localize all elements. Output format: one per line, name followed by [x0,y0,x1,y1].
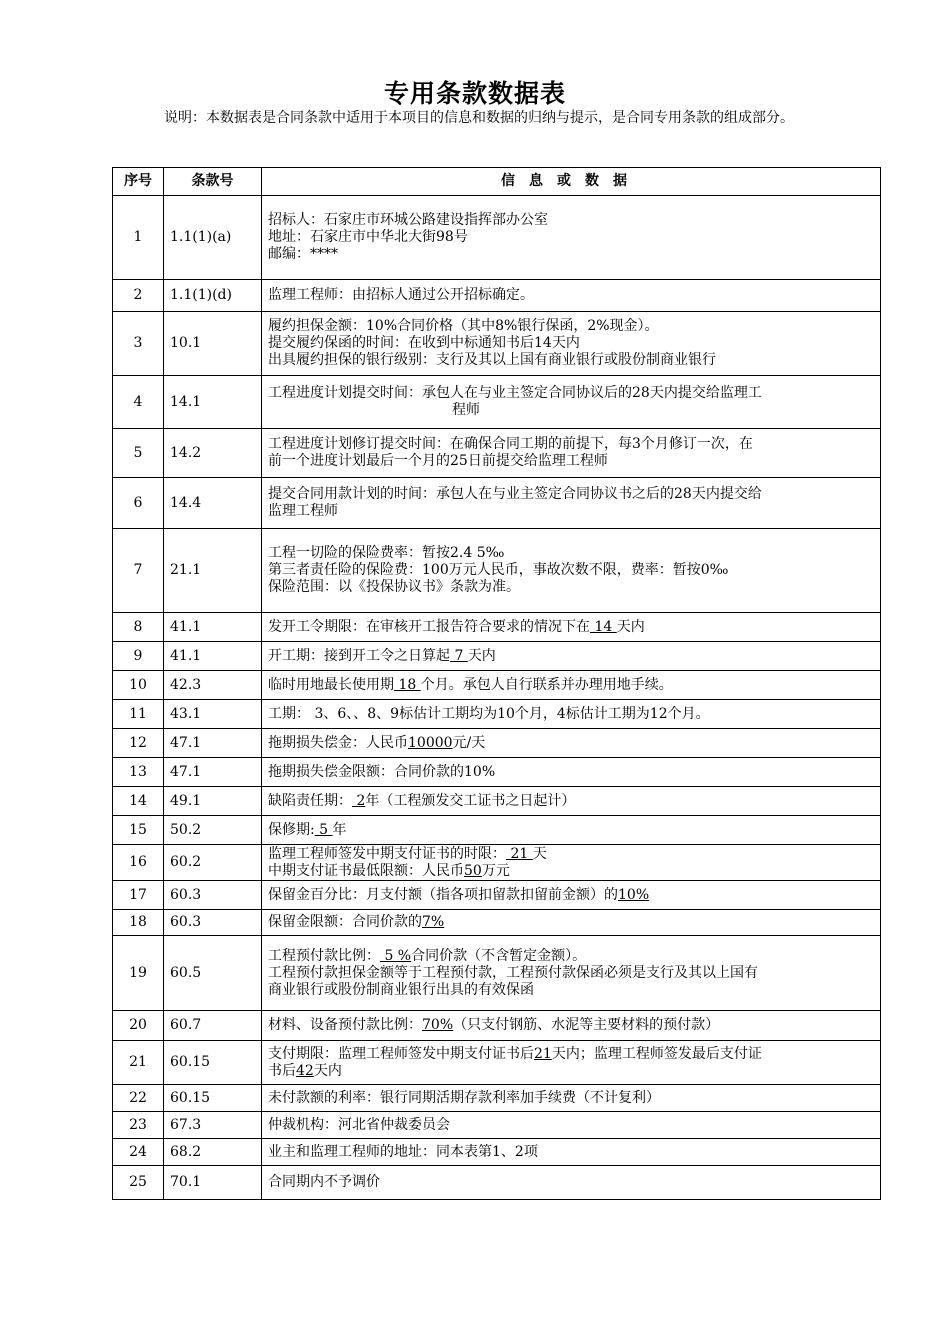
table-row [113,613,881,642]
table-row [113,881,881,910]
info-line [268,436,874,453]
row-number: 8 [113,613,164,642]
row-number: 21 [113,1041,164,1085]
info-text: 材料、设备预付款比例： [268,1017,422,1033]
info-text: 天内 [616,618,645,635]
table-row [113,312,881,376]
info-text: 第三者责任险的保险费：100万元人民币，事故次数不限，费率：暂按0‰ [268,562,729,578]
info-text: 工程预付款比例： [268,947,380,964]
info-line [268,579,874,596]
info-cell [262,758,881,787]
info-cell [262,1085,881,1112]
row-number: 7 [113,529,164,613]
filled-value: 10000 [408,734,453,751]
info-cell [262,729,881,758]
table-body [113,196,881,1200]
info-text: 天内；监理工程师签发最后支付证 [551,1045,762,1062]
info-text: 年（工程颁发交工证书之日起计） [365,792,576,809]
table-row [113,1112,881,1139]
info-text: 工期： 3、6、、8、9标估计工期均为10个月，4标估计工期为12个月。 [268,705,710,722]
table-row [113,1011,881,1041]
info-text: 发开工令期限：在审核开工报告符合要求的情况下在 [268,618,590,635]
row-number: 13 [113,758,164,787]
info-line [268,735,874,752]
row-number: 17 [113,881,164,910]
info-text: 拖期损失偿金：人民币 [268,734,408,751]
clause-number: 1.1(1)(a) [164,196,262,280]
filled-value: 42 [296,1062,314,1079]
info-line [268,648,874,665]
info-text: 招标人：石家庄市环城公路建设指挥部办公室 [268,212,548,228]
info-line [268,402,874,419]
info-text: 程师 [452,402,480,418]
filled-value: 14 [590,618,617,635]
info-cell [262,816,881,845]
info-line [268,982,874,999]
info-cell [262,787,881,816]
filled-value: 21 [534,1045,552,1062]
info-text: 工程一切险的保险费率：暂按2.4 5‰ [268,545,505,561]
info-text: 履约担保金额：10%合同价格（其中8%银行保函，2%现金）。 [268,318,659,334]
clause-number: 41.1 [164,642,262,671]
row-number: 12 [113,729,164,758]
info-cell [262,280,881,312]
row-number: 25 [113,1166,164,1200]
info-cell [262,1112,881,1139]
info-text: 出具履约担保的银行级别：支行及其以上国有商业银行或股份制商业银行 [268,352,716,368]
info-text: 仲裁机构：河北省仲裁委员会 [268,1116,450,1133]
table-row [113,700,881,729]
info-text: 提交履约保函的时间：在收到中标通知书后14天内 [268,335,580,351]
info-line [268,764,874,781]
info-text: 合同期内不予调价 [268,1174,380,1190]
table-row [113,1041,881,1085]
clause-number: 70.1 [164,1166,262,1200]
info-text: 开工期：接到开工令之日算起 [268,647,450,664]
info-text: 支付期限：监理工程师签发中期支付证书后 [268,1045,534,1062]
table-row [113,1085,881,1112]
table-row [113,845,881,881]
info-line [268,1090,874,1107]
table-row [113,429,881,478]
info-text: 监理工程师签发中期支付证书的时限： [268,845,506,862]
clause-number: 14.2 [164,429,262,478]
info-text: 缺陷责任期： [268,792,352,809]
row-number: 11 [113,700,164,729]
table-row [113,1139,881,1166]
info-line [268,793,874,810]
info-text: 工程进度计划提交时间：承包人在与业主签定合同协议后的28天内提交给监理工 [268,385,762,401]
info-cell [262,376,881,429]
info-line [268,287,874,304]
info-text: 保险范围：以《投保协议书》条款为准。 [268,579,520,595]
info-cell [262,910,881,936]
info-cell [262,700,881,729]
info-line [268,706,874,723]
info-line [268,212,874,229]
info-line [268,503,874,520]
info-cell [262,1011,881,1041]
info-line [268,1063,874,1080]
info-text: 地址：石家庄市中华北大街98号 [268,229,468,245]
clause-number: 49.1 [164,787,262,816]
clause-number: 60.5 [164,936,262,1011]
info-line [268,1017,874,1034]
table-row [113,642,881,671]
header-no: 序号 [113,168,164,196]
clause-number: 47.1 [164,758,262,787]
row-number: 14 [113,787,164,816]
info-cell [262,429,881,478]
clause-number: 47.1 [164,729,262,758]
info-text: 保留金百分比：月支付额（指各项扣留款扣留前金额）的 [268,886,618,903]
info-text: 合同价款（不含暂定金额）。 [411,947,587,964]
info-text: 万元 [481,862,510,879]
filled-value: 5 % [380,947,412,964]
clause-number: 14.1 [164,376,262,429]
table-row [113,529,881,613]
info-line [268,352,874,369]
info-line [268,1144,874,1161]
info-line [268,619,874,636]
info-line [268,486,874,503]
info-cell [262,936,881,1011]
info-text: （只支付钢筋、水泥等主要材料的预付款） [453,1017,720,1033]
info-text: 天 [532,845,547,862]
info-line [268,318,874,335]
filled-value: 18 [394,676,421,693]
clause-number: 10.1 [164,312,262,376]
info-text: 商业银行或股份制商业银行出具的有效保函 [268,981,534,998]
row-number: 5 [113,429,164,478]
info-cell [262,529,881,613]
info-line [268,1046,874,1063]
info-text: 保修期: [268,821,315,838]
info-text: 年 [332,821,347,838]
info-cell [262,845,881,881]
row-number: 24 [113,1139,164,1166]
clause-number: 60.15 [164,1085,262,1112]
info-cell [262,881,881,910]
info-cell [262,1041,881,1085]
info-text: 工程预付款担保金额等于工程预付款，工程预付款保函必须是支行及其以上国有 [268,964,758,981]
row-number: 16 [113,845,164,881]
info-line [268,385,874,402]
row-number: 3 [113,312,164,376]
info-text: 个月。承包人自行联系并办理用地手续。 [420,676,673,693]
info-text: 监理工程师 [268,503,338,519]
info-cell [262,478,881,529]
table-row [113,910,881,936]
info-cell [262,642,881,671]
clause-number: 60.15 [164,1041,262,1085]
table-row [113,758,881,787]
table-row [113,729,881,758]
page-title: 专用条款数据表 [383,79,566,108]
clause-number: 41.1 [164,613,262,642]
info-text: 业主和监理工程师的地址：同本表第1、2项 [268,1143,538,1160]
info-cell [262,613,881,642]
info-line [268,846,874,863]
info-text: 书后 [268,1062,296,1079]
filled-value: 70% [422,1017,454,1033]
info-line [268,246,874,263]
info-text: 监理工程师：由招标人通过公开招标确定。 [268,287,534,303]
clause-number: 60.2 [164,845,262,881]
info-text: 元/天 [452,734,486,751]
info-text: 中期支付证书最低限额：人民币 [268,862,464,879]
info-text: 提交合同用款计划的时间：承包人在与业主签定合同协议书之后的28天内提交给 [268,486,762,502]
info-line [268,229,874,246]
row-number: 15 [113,816,164,845]
info-text: 前一个进度计划最后一个月的25日前提交给监理工程师 [268,453,608,469]
row-number: 18 [113,910,164,936]
clause-number: 14.4 [164,478,262,529]
table-row [113,816,881,845]
table-row [113,376,881,429]
clause-number: 67.3 [164,1112,262,1139]
info-text: 天内 [313,1062,342,1079]
clause-number: 50.2 [164,816,262,845]
info-text: 邮编：**** [268,246,338,262]
info-line [268,1117,874,1134]
table-header-row [113,168,881,196]
clause-number: 60.3 [164,910,262,936]
info-line [268,453,874,470]
info-line [268,948,874,965]
info-line [268,562,874,579]
info-line [268,887,874,904]
info-line [268,335,874,352]
table-row [113,787,881,816]
table-row [113,196,881,280]
filled-value: 21 [506,845,533,862]
filled-value: 7 [450,647,468,664]
info-cell [262,196,881,280]
clause-number: 1.1(1)(d) [164,280,262,312]
row-number: 2 [113,280,164,312]
info-text: 拖期损失偿金限额：合同价款的10% [268,763,496,780]
info-line [268,1174,874,1191]
table-row [113,936,881,1011]
info-cell [262,312,881,376]
info-line [268,914,874,931]
info-text: 保留金限额：合同价款的 [268,914,422,930]
row-number: 4 [113,376,164,429]
clause-number: 60.3 [164,881,262,910]
table-row [113,1166,881,1200]
info-line [268,822,874,839]
info-text: 天内 [467,647,496,664]
info-line [268,677,874,694]
header-info: 信息或数据 [262,168,881,196]
row-number: 20 [113,1011,164,1041]
row-number: 19 [113,936,164,1011]
header-clause: 条款号 [164,168,262,196]
info-text: 工程进度计划修订提交时间：在确保合同工期的前提下，每3个月修订一次，在 [268,436,753,452]
clause-number: 43.1 [164,700,262,729]
filled-value: 10% [618,886,650,903]
info-cell [262,1139,881,1166]
filled-value: 7% [422,914,445,930]
filled-value: 2 [352,792,366,809]
clause-data-table [112,167,881,1200]
filled-value: 5 [314,821,333,838]
clause-number: 68.2 [164,1139,262,1166]
intro-note: 说明：本数据表是合同条款中适用于本项目的信息和数据的归纳与提示，是合同专用条款的组成部分。 [164,110,794,126]
row-number: 23 [113,1112,164,1139]
info-cell [262,1166,881,1200]
table-row [113,671,881,700]
info-line [268,965,874,982]
filled-value: 50 [464,862,482,879]
info-line [268,545,874,562]
row-number: 1 [113,196,164,280]
row-number: 9 [113,642,164,671]
table-row [113,280,881,312]
row-number: 6 [113,478,164,529]
row-number: 22 [113,1085,164,1112]
clause-number: 42.3 [164,671,262,700]
clause-number: 60.7 [164,1011,262,1041]
table-row [113,478,881,529]
info-text: 未付款额的利率：银行同期活期存款利率加手续费（不计复利） [268,1089,660,1106]
info-cell [262,671,881,700]
row-number: 10 [113,671,164,700]
clause-number: 21.1 [164,529,262,613]
info-line [268,863,874,880]
info-text: 临时用地最长使用期 [268,676,394,693]
